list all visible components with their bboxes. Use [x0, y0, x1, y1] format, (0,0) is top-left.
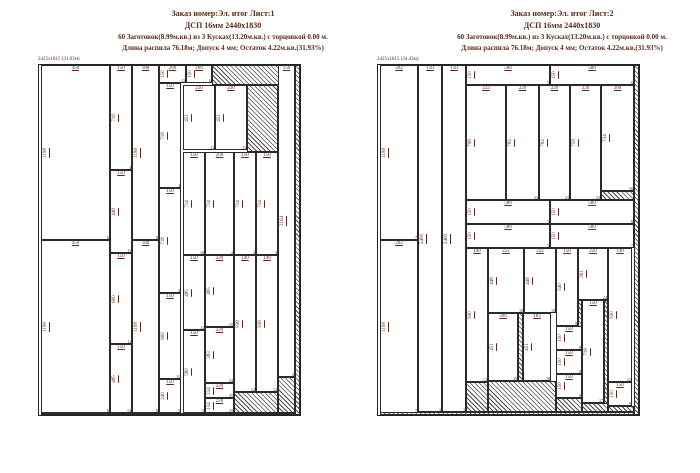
piece-width-label: 150 [117, 254, 125, 259]
piece-height-label: 150 [468, 208, 473, 216]
piece-width-label: 150 [563, 249, 571, 254]
piece-id: 25 [229, 408, 233, 413]
piece-id: 3 [275, 250, 277, 255]
cut-summary: Длина распила 76.18м; Допуск 4 мм; Остаток 4.22м.кв.(31.93%) [461, 44, 663, 52]
piece-id: 16 [629, 186, 633, 191]
piece-height-label: 451 [185, 113, 190, 122]
piece-height-label: 240 [161, 392, 166, 400]
cut-piece [539, 85, 570, 200]
cut-piece [550, 200, 634, 224]
piece-height-label: 451 [525, 343, 530, 351]
piece-id: 5 [178, 408, 180, 413]
piece-width-label: 580 [504, 201, 512, 206]
piece-id: 4 [178, 288, 180, 293]
cut-piece [608, 382, 632, 406]
cut-piece [215, 85, 247, 150]
piece-id: 8 [579, 345, 581, 350]
piece-width-label: 140 [473, 249, 481, 254]
piece-width-label: 150 [190, 256, 198, 261]
piece-id: 10 [519, 308, 523, 313]
piece-height-label: 938 [236, 319, 241, 328]
piece-id: 2 [292, 372, 294, 377]
piece-id: 11 [176, 374, 180, 379]
piece-height-label: 451 [217, 113, 222, 122]
piece-width-label: 222 [482, 86, 490, 91]
piece-id: 6 [631, 219, 633, 224]
piece-height-label: 1198 [382, 147, 387, 158]
piece-width-label: 200 [215, 153, 224, 158]
piece-width-label: 140 [616, 249, 624, 254]
piece-id: 12 [483, 377, 487, 382]
piece-id: 11 [200, 325, 204, 330]
piece-width-label: 220 [589, 249, 597, 254]
sheet2-header [397, 8, 700, 54]
piece-width-label: 150 [263, 153, 271, 158]
piece-width-label: 150 [565, 351, 573, 356]
piece-id: 6 [107, 408, 109, 413]
piece-height-label: 2164 [280, 216, 285, 226]
piece-width-label: 220 [518, 86, 527, 91]
cut-piece [488, 248, 524, 313]
piece-width-label: 150 [565, 327, 573, 332]
piece-width-label: 150 [450, 66, 458, 71]
piece-height-label: 714 [236, 199, 241, 208]
cut-piece [488, 313, 518, 381]
cut-piece [183, 255, 205, 330]
cut-piece [556, 374, 582, 398]
waste-region [556, 398, 582, 412]
piece-width-label: 200 [195, 66, 203, 71]
order-title: Заказ номер:Эл. итог Лист:2 [510, 9, 614, 18]
piece-width-label: 222 [502, 249, 510, 254]
waste-region [582, 403, 608, 412]
piece-id: 23 [565, 195, 569, 200]
waste-region [380, 412, 634, 415]
cut-piece [205, 398, 234, 413]
cut-piece [41, 65, 110, 240]
piece-width-label: 150 [117, 345, 125, 350]
piece-height-label: 1198 [134, 321, 139, 332]
cut-piece [466, 85, 506, 200]
cut-piece [380, 240, 418, 413]
piece-id: 11 [210, 145, 214, 150]
piece-width-label: 580 [588, 66, 596, 71]
piece-id: 18 [546, 376, 550, 381]
cut-piece [582, 300, 604, 403]
piece-height-label: 718 [161, 236, 166, 245]
piece-height-label: 938 [258, 319, 263, 328]
piece-id: 6 [209, 78, 211, 83]
piece-width-label: 220 [550, 86, 559, 91]
piece-width-label: 450 [71, 241, 80, 246]
piece-id: 1 [439, 407, 441, 412]
piece-height-label: 714 [185, 199, 190, 208]
piece-width-label: 150 [166, 380, 174, 385]
piece-id: 1 [463, 407, 465, 412]
piece-height-label: 150 [468, 232, 473, 240]
material-title: ДСП 16мм 2440х1830 [523, 21, 601, 30]
piece-height-label: 134 [207, 401, 212, 410]
cut-piece [183, 152, 205, 255]
cut-piece [466, 248, 488, 382]
piece-height-label: 718 [584, 347, 589, 356]
piece-id: 8 [156, 235, 158, 240]
cut-piece [110, 170, 132, 253]
piece-width-label: 150 [190, 331, 198, 336]
cut-piece [110, 253, 132, 344]
waste-region [466, 382, 488, 412]
piece-width-label: 150 [282, 66, 291, 71]
piece-height-label: 600 [161, 332, 166, 340]
cut-piece [523, 313, 551, 381]
piece-width-label: 220 [581, 86, 590, 91]
piece-width-label: 580 [504, 66, 512, 71]
piece-width-label: 150 [117, 66, 125, 71]
piece-height-label: 448 [112, 207, 117, 216]
piece-width-label: 150 [241, 153, 249, 158]
piece-height-label: 758 [572, 138, 577, 147]
piece-width-label: 188 [141, 66, 150, 71]
cut-piece [159, 188, 181, 293]
cut-piece [550, 65, 634, 85]
cut-piece [556, 350, 582, 374]
cutting-layout-sheet1 [38, 64, 301, 416]
cut-piece [608, 248, 632, 382]
piece-id: 4 [178, 183, 180, 188]
piece-id: 5 [547, 219, 549, 224]
waste-region [278, 377, 295, 413]
cut-piece [186, 65, 212, 83]
piece-height-label: 361 [580, 270, 585, 278]
cut-piece [159, 379, 181, 413]
piece-height-label: 134 [207, 386, 212, 395]
piece-id: 24 [603, 295, 607, 300]
piece-width-label: 580 [588, 201, 596, 206]
cut-piece [205, 383, 234, 398]
piece-width-label: 200 [168, 66, 177, 71]
piece-width-label: 140 [241, 256, 249, 261]
cut-piece [550, 224, 634, 248]
cut-piece [506, 85, 539, 200]
piece-id: 12 [251, 387, 255, 392]
piece-height-label: 798 [468, 138, 473, 147]
piece-id: 14 [127, 408, 131, 413]
piece-id: 9 [629, 401, 631, 406]
piece-width-label: 282 [395, 66, 403, 71]
piece-height-label: 600 [112, 294, 117, 303]
cut-piece [466, 65, 550, 85]
piece-width-label: 150 [616, 383, 624, 388]
cut-piece [418, 65, 442, 412]
piece-id: 15 [229, 322, 233, 327]
piece-height-label: 485 [112, 374, 117, 383]
piece-width-label: 188 [141, 241, 150, 246]
piece-height-label: 718 [161, 131, 166, 140]
piece-height-label: 930 [468, 311, 473, 319]
piece-height-label: 2400 [420, 233, 425, 244]
piece-height-label: 150 [188, 70, 193, 78]
cut-piece [205, 255, 234, 327]
cut-piece [442, 65, 466, 412]
piece-height-label: 383 [207, 351, 212, 359]
waste-region [634, 65, 639, 415]
cut-piece [466, 224, 550, 248]
cut-piece [570, 85, 601, 200]
piece-id: 2 [231, 250, 233, 255]
piece-id: 6 [107, 235, 109, 240]
piece-height-label: 2400 [444, 233, 449, 244]
piece-id: 5 [202, 408, 204, 413]
cut-piece [159, 293, 181, 379]
cut-piece [524, 248, 556, 313]
piece-width-label: 222 [536, 249, 544, 254]
cut-piece [578, 248, 608, 300]
piece-id: 16 [200, 250, 204, 255]
piece-id: 7 [415, 235, 417, 240]
piece-width-label: 150 [190, 153, 198, 158]
piece-id: 23 [534, 195, 538, 200]
piece-height-label: 1198 [134, 147, 139, 158]
sheet1-header [58, 8, 388, 54]
cut-piece [183, 330, 205, 413]
waste-region [295, 65, 300, 415]
piece-height-label: 150 [558, 382, 563, 390]
piece-height-label: 718 [112, 113, 117, 122]
piece-id: 8 [579, 369, 581, 374]
piece-id: 8 [579, 393, 581, 398]
piece-width-label: 150 [117, 171, 125, 176]
piece-id: 24 [229, 378, 233, 383]
piece-width-label: 220 [227, 86, 235, 91]
cut-piece [159, 65, 186, 83]
piece-id: 12 [627, 377, 631, 382]
piece-id: 4 [129, 165, 131, 170]
piece-width-label: 150 [426, 66, 434, 71]
piece-id: 7 [415, 408, 417, 413]
piece-height-label: 485 [207, 287, 212, 295]
cut-piece [159, 83, 181, 188]
piece-width-label: 150 [589, 301, 597, 306]
piece-height-label: 451 [490, 343, 495, 351]
piece-width-label: 200 [613, 86, 622, 91]
cut-piece [132, 240, 159, 413]
piece-height-label: 150 [552, 232, 557, 240]
cut-piece [556, 248, 578, 326]
piece-id: 9 [575, 321, 577, 326]
waste-region [234, 392, 278, 413]
piece-width-label: 183 [533, 314, 541, 319]
piece-width-label: 282 [395, 241, 403, 246]
piece-height-label: 1198 [43, 321, 48, 332]
piece-id: 11 [127, 339, 131, 344]
piece-width-label: 150 [166, 189, 174, 194]
piece-width-label: 220 [215, 328, 224, 333]
piece-height-label: 448 [526, 276, 531, 285]
blanks-summary: 60 Заготовок(8.99м.кв.) из 3 Кусках(13.20м.кв.) с торцовкой 0.00 м. [457, 33, 667, 41]
material-title: ДСП 16мм 2440х1830 [184, 21, 262, 30]
piece-id: 11 [242, 145, 246, 150]
piece-width-label: 150 [166, 84, 174, 89]
piece-id: 6 [631, 80, 633, 85]
piece-id: 8 [156, 408, 158, 413]
waste-region [601, 191, 634, 200]
cutting-layout-sheet2 [377, 64, 640, 416]
piece-width-label: 580 [588, 225, 596, 230]
cut-piece [466, 200, 550, 224]
waste-region [247, 85, 278, 152]
piece-id: 12 [273, 387, 277, 392]
piece-id: 7 [631, 243, 633, 248]
piece-height-label: 930 [610, 311, 615, 319]
piece-height-label: 714 [207, 199, 212, 208]
cut-piece [256, 152, 278, 255]
piece-id: 23 [596, 195, 600, 200]
piece-width-label: 220 [215, 399, 224, 404]
cut-piece [41, 240, 110, 413]
cut-piece [556, 326, 582, 350]
piece-width-label: 150 [166, 294, 174, 299]
piece-width-label: 220 [215, 384, 224, 389]
piece-width-label: 140 [263, 256, 271, 261]
piece-height-label: 150 [161, 70, 166, 78]
piece-height-label: 150 [552, 71, 557, 79]
piece-height-label: 782 [508, 138, 513, 147]
piece-height-label: 150 [610, 390, 615, 398]
piece-width-label: 220 [195, 86, 203, 91]
cut-piece [380, 65, 418, 240]
cut-piece [205, 327, 234, 383]
cut-piece [183, 85, 215, 150]
piece-height-label: 1198 [382, 321, 387, 332]
piece-id: 19 [513, 376, 517, 381]
piece-height-label: 150 [468, 71, 473, 79]
piece-id: 13 [181, 78, 185, 83]
cut-summary: Длина распила 76.18м; Допуск 4 мм; Остаток 4.22м.кв.(31.93%) [122, 44, 324, 52]
piece-height-label: 448 [490, 276, 495, 285]
piece-id: 17 [599, 398, 603, 403]
piece-id: 25 [229, 393, 233, 398]
panel-size-label: 2425х1815 (34.43м) [377, 57, 419, 62]
piece-id: 10 [551, 308, 555, 313]
waste-region [488, 381, 556, 412]
piece-id: 5 [547, 243, 549, 248]
piece-height-label: 782 [541, 138, 546, 147]
cut-piece [205, 152, 234, 255]
piece-height-label: 580 [185, 367, 190, 376]
piece-height-label: 485 [185, 288, 190, 297]
piece-id: 3 [253, 250, 255, 255]
piece-height-label: 734 [258, 199, 263, 208]
piece-height-label: 150 [558, 358, 563, 366]
piece-height-label: 734 [603, 134, 608, 142]
piece-id: 11 [127, 248, 131, 253]
piece-height-label: 540 [558, 283, 563, 291]
blanks-summary: 60 Заготовок(8.99м.кв.) из 3 Кусках(13.20м.кв.) с торцовкой 0.00 м. [118, 33, 328, 41]
cut-piece [234, 152, 256, 255]
piece-height-label: 1198 [43, 147, 48, 158]
piece-width-label: 220 [215, 256, 224, 261]
piece-width-label: 580 [504, 225, 512, 230]
cut-piece [256, 255, 278, 392]
cut-piece [132, 65, 159, 240]
piece-width-label: 150 [565, 375, 573, 380]
cut-piece [278, 65, 295, 377]
piece-height-label: 150 [552, 208, 557, 216]
piece-id: 5 [547, 80, 549, 85]
waste-region [41, 413, 295, 415]
piece-height-label: 150 [558, 334, 563, 342]
cut-piece [234, 255, 256, 392]
cut-piece [110, 344, 132, 413]
panel-size-label: 2425х1815 (31.03м) [38, 57, 80, 62]
order-title: Заказ номер:Эл. итог Лист:1 [171, 9, 275, 18]
cut-piece [110, 65, 132, 170]
piece-width-label: 200 [499, 314, 507, 319]
piece-width-label: 450 [71, 66, 80, 71]
cut-piece [601, 85, 634, 191]
